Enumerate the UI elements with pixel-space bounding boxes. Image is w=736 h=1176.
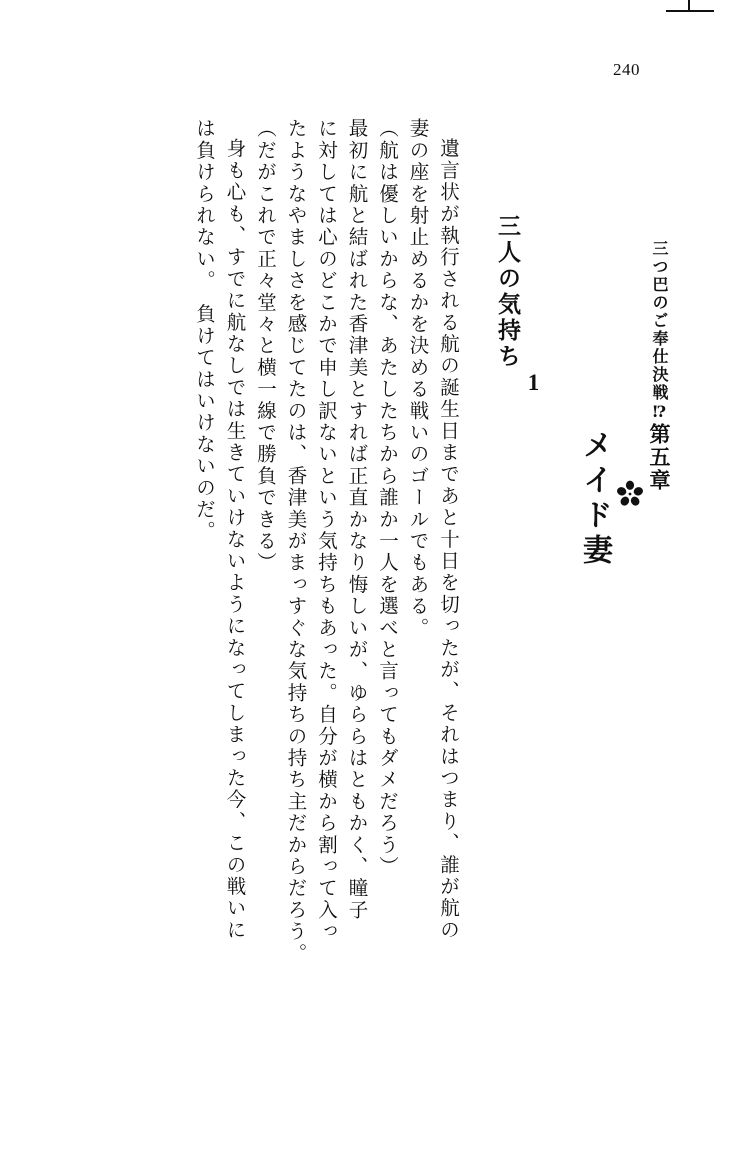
flower-ornament-icon — [616, 480, 644, 508]
body-column: 最初に航と結ばれた香津美とすれば正直かなり悔しいが、ゆららはともかく、瞳子 — [346, 118, 366, 1156]
chapter-title-line — [572, 423, 676, 569]
body-column: 遺言状が執行される航の誕生日まであと十日を切ったが、それはつまり、誰が航の — [438, 118, 458, 1176]
body-column: 身も心も、すでに航なしでは生きていけないようになってしまった今、この戦いに — [224, 118, 244, 1176]
body-column: （航は優しいからな、あたしたちから誰か一人を選べと言ってもダメだろう） — [377, 118, 397, 1156]
body-column: （だがこれで正々堂々と横一線で勝負できる） — [255, 118, 275, 1156]
body-column: 妻の座を射止めるかを決める戦いのゴールでもある。 — [407, 118, 427, 1156]
chapter-heading — [572, 144, 676, 569]
body-column: たようなやましさを感じてたのは、香津美がまっすぐな気持ちの持ち主だからだろう。 — [285, 118, 305, 1156]
corner-crop-mark-vertical — [688, 0, 690, 10]
section-heading — [491, 214, 546, 398]
section-number: 1 — [491, 370, 546, 398]
page-text-area — [60, 118, 676, 990]
page-number: 240 — [613, 60, 640, 80]
chapter-label: 第五章 — [644, 423, 674, 492]
body-column: は負けられない。 負けてはいけないのだ。 — [194, 118, 214, 1156]
section-title: 三人の気持ち — [491, 214, 524, 370]
body-text — [183, 118, 458, 1176]
chapter-subtitle: 三つ巴のご奉仕決戦⁉ — [647, 240, 670, 423]
chapter-title: メイド妻 — [572, 429, 616, 569]
corner-crop-mark-horizontal — [666, 10, 714, 12]
body-column: に対しては心のどこかで申し訳ないという気持ちもあった。自分が横から割って入っ — [316, 118, 336, 1156]
